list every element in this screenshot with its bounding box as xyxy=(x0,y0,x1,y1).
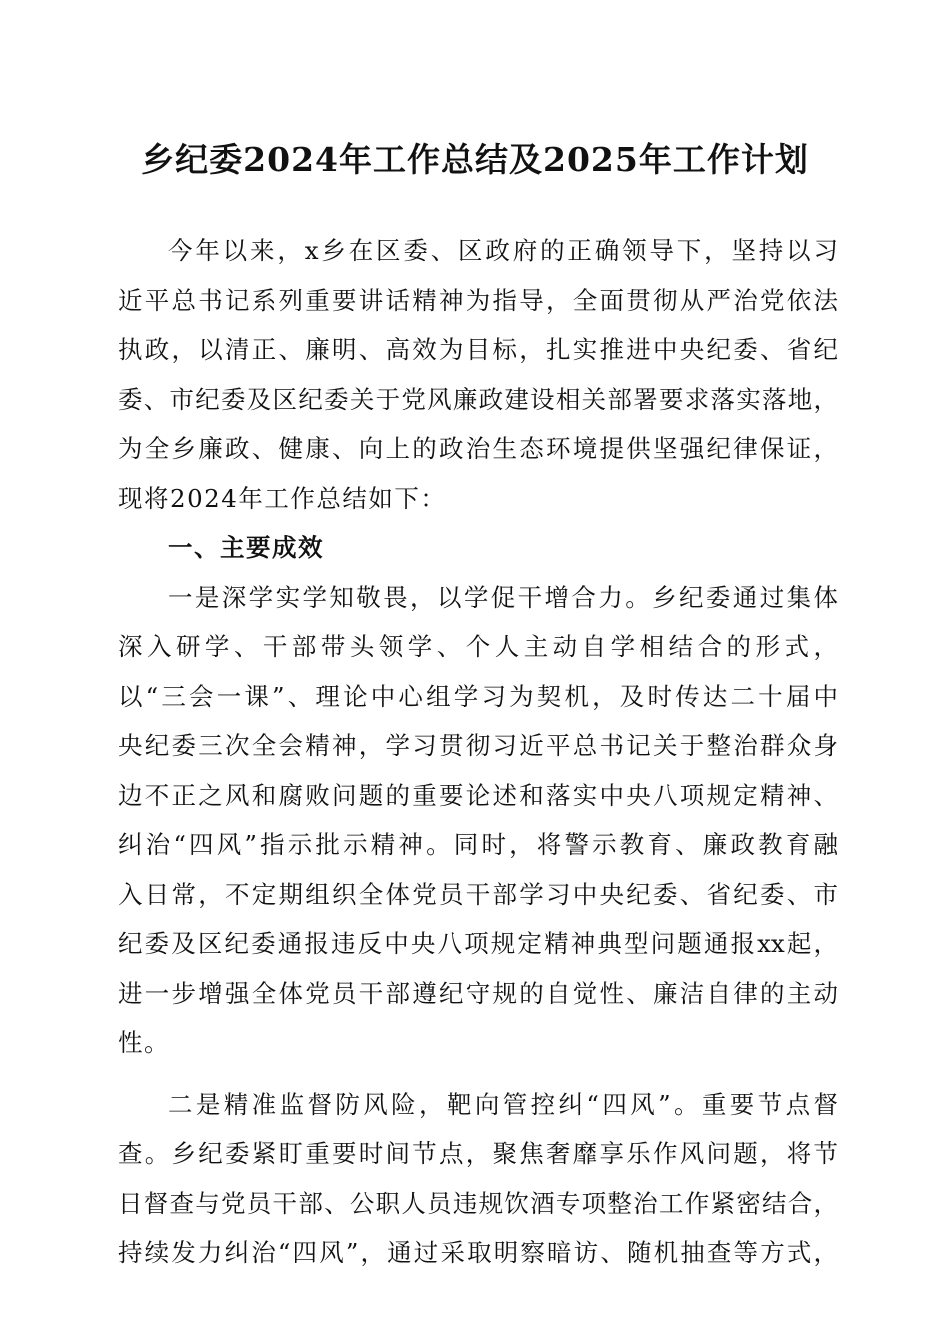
para2-line: 日督查与党员干部、公职人员违规饮酒专项整治工作紧密结合， xyxy=(118,1188,838,1218)
document-title: 乡纪委2024年工作总结及2025年工作计划 xyxy=(141,140,809,179)
para1-line: 性。 xyxy=(118,1028,170,1057)
intro-line: 为全乡廉政、健康、向上的政治生态环境提供坚强纪律保证， xyxy=(118,434,838,463)
intro-line: 近平总书记系列重要讲话精神为指导，全面贯彻从严治党依法 xyxy=(118,285,838,315)
intro-line: 委、市纪委及区纪委关于党风廉政建设相关部署要求落实落地， xyxy=(118,384,838,414)
intro-line: 今年以来，x乡在区委、区政府的正确领导下，坚持以习 xyxy=(168,236,838,265)
para1-line: 纠治“四风”指示批示精神。同时，将警示教育、廉政教育融 xyxy=(118,830,838,859)
section-heading: 一、主要成效 xyxy=(168,533,324,562)
para1-line: 边不正之风和腐败问题的重要论述和落实中央八项规定精神、 xyxy=(118,780,838,810)
intro-line: 现将2024年工作总结如下： xyxy=(118,483,447,513)
para1-line: 纪委及区纪委通报违反中央八项规定精神典型问题通报xx起， xyxy=(118,929,838,958)
paragraph-gap xyxy=(118,1068,838,1080)
para1-line: 以“三会一课”、理论中心组学习为契机，及时传达二十届中 xyxy=(118,681,838,711)
intro-line: 执政，以清正、廉明、高效为目标，扎实推进中央纪委、省纪 xyxy=(118,335,838,364)
para2-line: 持续发力纠治“四风”，通过采取明察暗访、随机抽查等方式， xyxy=(118,1238,838,1267)
para2-line: 二是精准监督防风险，靶向管控纠“四风”。重要节点督 xyxy=(168,1089,838,1119)
para1-line: 深入研学、干部带头领学、个人主动自学相结合的形式， xyxy=(118,632,838,661)
para1-line: 进一步增强全体党员干部遵纪守规的自觉性、廉洁自律的主动 xyxy=(118,978,838,1008)
document-body xyxy=(118,226,838,1278)
para2-line: 查。乡纪委紧盯重要时间节点，聚焦奢靡享乐作风问题，将节 xyxy=(118,1139,838,1168)
para1-line: 入日常，不定期组织全体党员干部学习中央纪委、省纪委、市 xyxy=(118,879,838,909)
para1-line: 央纪委三次全会精神，学习贯彻习近平总书记关于整治群众身 xyxy=(118,731,838,760)
para1-line: 一是深学实学知敬畏，以学促干增合力。乡纪委通过集体 xyxy=(168,582,838,612)
